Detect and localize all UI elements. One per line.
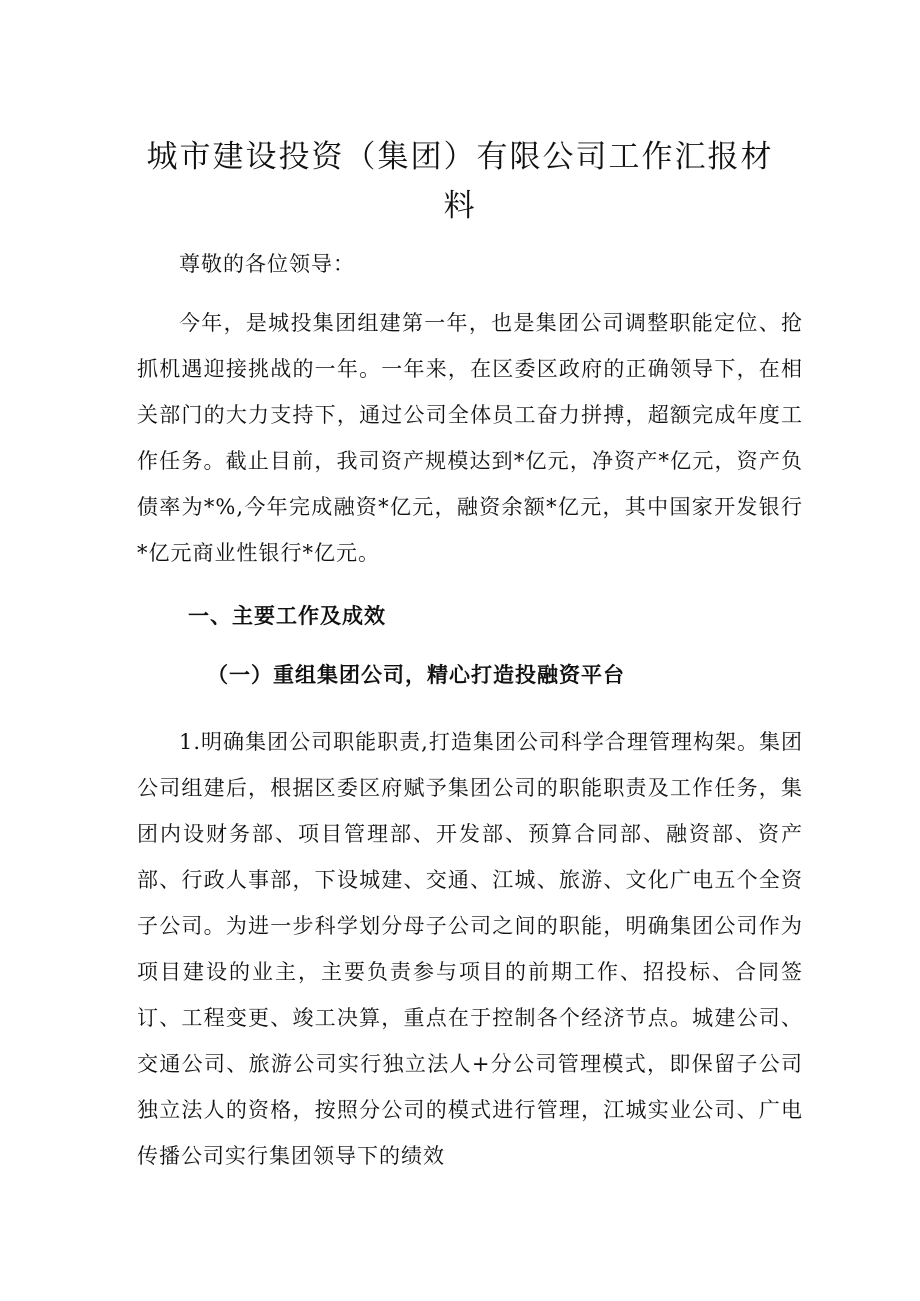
document-title-line1: 城市建设投资（集团）有限公司工作汇报材	[146, 139, 774, 175]
paragraph-item-1: 1.明确集团公司职能职责,打造集团公司科学合理管理构架。集团公司组建后，根据区委区府赋予集团公司的职能职责及工作任务，集团内设财务部、项目管理部、开发部、预算合同部、融资部、资产部、行政人事部，下设城建、交通、江城、旅游、文化广电五个全资子公司。为进一步科学划分母子公司之间的职能，明确集团公司作为项目建设的业主，主要负责参与项目的前期工作、招投标、合同签订、工程变更、竣工决算，重点在于控制各个经济节点。城建公司、交通公司、旅游公司实行独立法人+分公司管理模式，即保留子公司独立法人的资格，按照分公司的模式进行管理，江城实业公司、广电传播公司实行集团领导下的绩效	[137, 730, 803, 1168]
salutation: 尊敬的各位领导：	[179, 252, 355, 276]
paragraph-intro: 今年，是城投集团组建第一年，也是集团公司调整职能定位、抢抓机遇迎接挑战的一年。一年来，在区委区政府的正确领导下，在相关部门的大力支持下，通过公司全体员工奋力拼搏，超额完成年度工作任务。截止目前，我司资产规模达到*亿元，净资产*亿元，资产负债率为*%,今年完成融资*亿元，融资余额*亿元，其中国家开发银行*亿元商业性银行*亿元。	[137, 311, 803, 565]
section-heading: 一、主要工作及成效	[188, 603, 386, 628]
subsection-heading: （一）重组集团公司，精心打造投融资平台	[207, 662, 625, 687]
document-title-line2: 料	[443, 188, 477, 224]
